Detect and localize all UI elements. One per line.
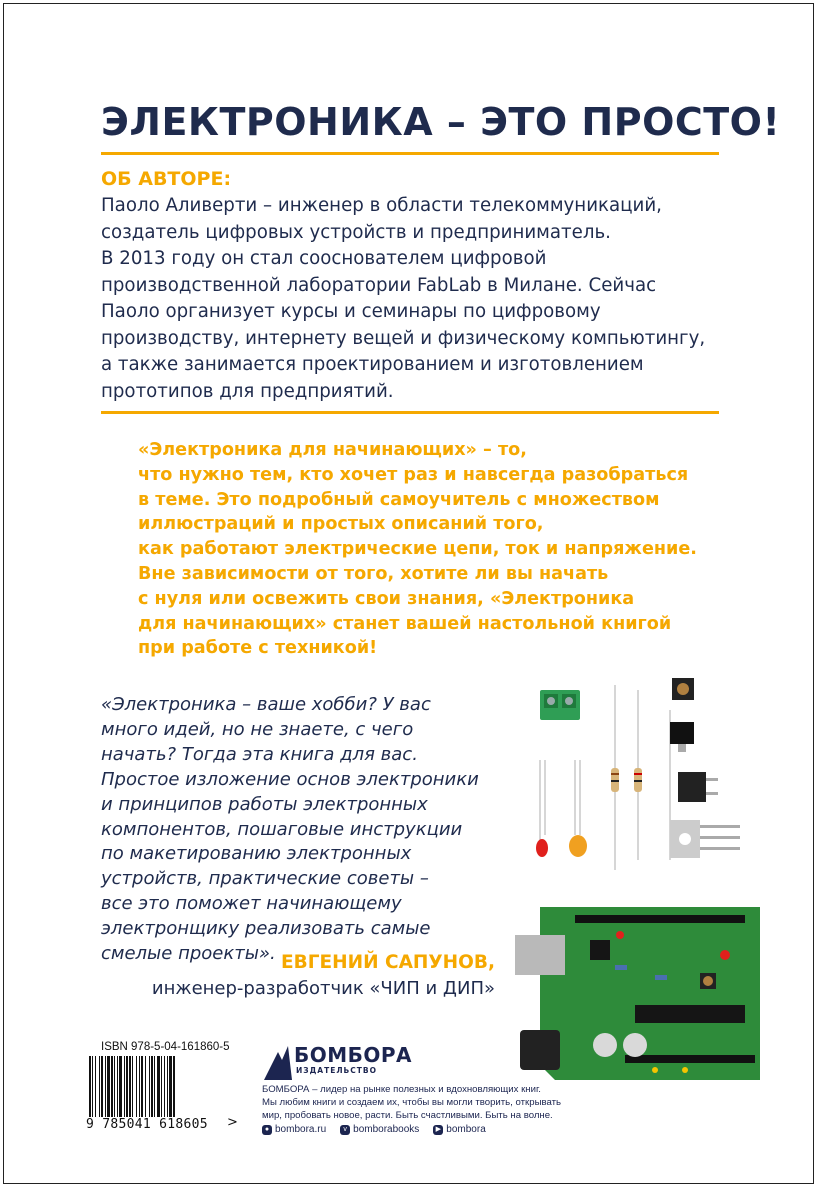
power-jack-icon bbox=[520, 1030, 560, 1070]
social-link-web[interactable] bbox=[262, 1124, 326, 1135]
about-line: создатель цифровых устройств и предприниматель. bbox=[101, 221, 611, 243]
isbn-label: ISBN 978-5-04-161860-5 bbox=[101, 1041, 230, 1053]
quote-line: Простое изложение основ электроники bbox=[101, 768, 479, 790]
social-link-youtube-telegram[interactable] bbox=[433, 1124, 485, 1135]
red-led-icon bbox=[536, 760, 548, 857]
blurb-line: при работе с техникой! bbox=[138, 638, 378, 659]
youtube-telegram-icon: ▶ bbox=[433, 1125, 443, 1135]
bombora-wave-icon bbox=[264, 1046, 292, 1080]
about-line: Паоло организует курсы и семинары по цифровому bbox=[101, 301, 601, 322]
resistor-icon bbox=[611, 685, 619, 870]
quote-line: по макетированию электронных bbox=[101, 843, 412, 865]
about-text bbox=[101, 193, 721, 405]
cover-title: ЭЛЕКТРОНИКА – ЭТО ПРОСТО! bbox=[101, 100, 781, 144]
blurb-line: с нуля или освежить свои знания, «Электроника bbox=[138, 588, 635, 609]
components-photo bbox=[520, 670, 780, 880]
quote-line: смелые проекты». bbox=[101, 943, 276, 965]
about-line: производству, интернету вещей и физическому компьютингу, bbox=[101, 327, 706, 349]
social-links bbox=[262, 1124, 486, 1135]
publisher-line: мир, пробовать новое, расти. Быть счастливыми. Быть на волне. bbox=[262, 1110, 553, 1121]
blurb-line: Вне зависимости от того, хотите ли вы начать bbox=[138, 563, 609, 584]
social-label: bomborabooks bbox=[353, 1124, 420, 1135]
about-line: а также занимается проектированием и изготовлением bbox=[101, 354, 644, 375]
vk-icon: v bbox=[340, 1125, 350, 1135]
about-line: В 2013 году он стал сооснователем цифровой bbox=[101, 248, 547, 269]
push-button-icon bbox=[672, 678, 694, 700]
quote-line: «Электроника – ваше хобби? У вас bbox=[101, 694, 431, 715]
quote-line: устройств, практические советы – bbox=[101, 868, 429, 890]
about-line: Паоло Аливерти – инженер в области телекоммуникаций, bbox=[101, 195, 662, 216]
blurb-line: для начинающих» станет вашей настольной книгой bbox=[138, 613, 672, 634]
web-icon: ● bbox=[262, 1125, 272, 1135]
publisher-sub: ИЗДАТЕЛЬСТВО bbox=[296, 1066, 377, 1075]
resistor-icon bbox=[634, 690, 642, 860]
about-line: прототипов для предприятий. bbox=[101, 380, 394, 402]
social-label: bombora.ru bbox=[275, 1124, 327, 1135]
quote-line: и принципов работы электронных bbox=[101, 793, 428, 815]
terminal-block-icon bbox=[540, 690, 580, 720]
title-rule bbox=[101, 152, 719, 155]
social-label: bombora bbox=[446, 1124, 486, 1135]
about-heading: ОБ АВТОРЕ: bbox=[101, 168, 232, 190]
blurb-line: иллюстраций и простых описаний того, bbox=[138, 514, 544, 535]
regulator-icon bbox=[678, 772, 718, 802]
quote-line: все это поможет начинающему bbox=[101, 893, 402, 915]
social-link-vk[interactable] bbox=[340, 1124, 419, 1135]
blurb-line: как работают электрические цепи, ток и напряжение. bbox=[138, 539, 697, 560]
publisher-text bbox=[262, 1083, 592, 1122]
transistor-icon bbox=[670, 820, 740, 858]
circuit-board-photo bbox=[515, 895, 775, 1090]
quote-line: электронщику реализовать самые bbox=[101, 918, 431, 940]
quote-line: начать? Тогда эта книга для вас. bbox=[101, 743, 418, 765]
publisher-line: БОМБОРА – лидер на рынке полезных и вдохновляющих книг. bbox=[262, 1084, 541, 1095]
chip-icon bbox=[670, 722, 694, 752]
about-rule bbox=[101, 411, 719, 414]
blurb-line: «Электроника для начинающих» – то, bbox=[138, 440, 527, 460]
quote-line: компонентов, пошаговые инструкции bbox=[101, 818, 463, 840]
blurb-line: что нужно тем, кто хочет раз и навсегда разобраться bbox=[138, 464, 689, 485]
about-line: производственной лаборатории FabLab в Милане. Сейчас bbox=[101, 274, 657, 296]
usb-port-icon bbox=[515, 935, 565, 975]
barcode-digits: 9 785041 618605 bbox=[86, 1117, 238, 1132]
quote-author: ЕВГЕНИЙ САПУНОВ, bbox=[280, 952, 495, 973]
publisher-name: БОМБОРА bbox=[294, 1043, 413, 1067]
book-blurb bbox=[138, 438, 738, 661]
microcontroller-icon bbox=[635, 1005, 745, 1023]
review-quote bbox=[101, 693, 521, 967]
quote-author-role: инженер-разработчик «ЧИП и ДИП» bbox=[151, 978, 495, 999]
barcode-caret: > bbox=[227, 1115, 238, 1130]
blurb-line: в теме. Это подробный самоучитель с множеством bbox=[138, 489, 660, 510]
quote-line: много идей, но не знаете, с чего bbox=[101, 718, 414, 740]
capacitor-icon bbox=[569, 760, 587, 857]
publisher-line: Мы любим книги и создаем их, чтобы вы могли творить, открывать bbox=[262, 1097, 561, 1108]
